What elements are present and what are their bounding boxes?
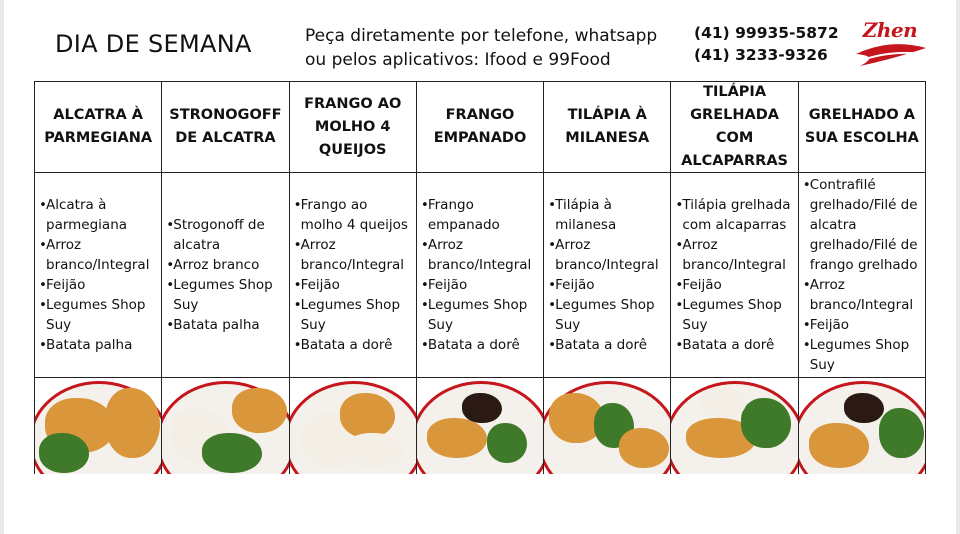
- phone-numbers: [694, 22, 839, 66]
- order-info: [305, 24, 657, 72]
- dish-item-text: Arroz branco/Integral: [809, 277, 914, 313]
- dish-item-text: Feijão: [300, 277, 340, 293]
- bullet-icon: •: [548, 277, 557, 293]
- bullet-icon: •: [675, 197, 684, 213]
- dish-item-text: Batata palha: [173, 317, 260, 333]
- bullet-icon: •: [166, 317, 175, 333]
- bullet-icon: •: [675, 337, 684, 353]
- bullet-icon: •: [293, 237, 302, 253]
- dish-items-3: [290, 173, 417, 378]
- dish-name-7: GRELHADO A SUA ESCOLHA: [799, 82, 926, 173]
- dish-item: [675, 335, 794, 355]
- bullet-icon: •: [802, 337, 811, 353]
- dish-item: [803, 335, 922, 375]
- food-portion: [39, 433, 89, 473]
- dish-item-text: Tilápia à milanesa: [555, 197, 617, 233]
- bullet-icon: •: [802, 277, 811, 293]
- dish-item-text: Frango empanado: [427, 197, 500, 233]
- dish-item-text: Legumes Shop Suy: [300, 297, 401, 333]
- bullet-icon: •: [548, 197, 557, 213]
- dish-item: [421, 275, 540, 295]
- dish-item-text: Feijão: [809, 317, 850, 333]
- bullet-icon: •: [39, 197, 47, 213]
- dish-item: [803, 275, 922, 315]
- food-portion: [202, 433, 262, 473]
- bullet-icon: •: [548, 337, 557, 353]
- dish-item: [39, 275, 158, 295]
- dish-item-text: Legumes Shop Suy: [809, 337, 910, 373]
- dish-item: [294, 235, 413, 275]
- dish-item: [166, 275, 285, 315]
- bullet-icon: •: [293, 197, 302, 213]
- bullet-icon: •: [293, 277, 302, 293]
- dish-item-text: Arroz branco: [173, 257, 260, 273]
- dish-item: [166, 255, 285, 275]
- food-portion: [809, 423, 869, 468]
- dish-photo-7: [799, 378, 926, 474]
- dish-item-text: Batata a dorê: [682, 337, 775, 353]
- bullet-icon: •: [675, 237, 684, 253]
- dish-item: [548, 335, 667, 355]
- dish-item: [166, 215, 285, 255]
- food-portion: [487, 423, 527, 463]
- bullet-icon: •: [293, 297, 302, 313]
- dish-item: [675, 235, 794, 275]
- dish-item-text: Legumes Shop Suy: [173, 277, 273, 313]
- page-title: DIA DE SEMANA: [55, 30, 252, 58]
- dish-item: [548, 275, 667, 295]
- food-portion: [844, 393, 884, 423]
- bullet-icon: •: [420, 277, 429, 293]
- dish-photo-6: [671, 378, 798, 474]
- dish-item-text: Contrafilé grelhado/Filé de alcatra grelhado/Filé de frango grelhado: [809, 177, 918, 273]
- dish-item: [294, 275, 413, 295]
- dish-item: [548, 235, 667, 275]
- bullet-icon: •: [39, 337, 47, 353]
- bullet-icon: •: [39, 277, 47, 293]
- dish-items-6: [671, 173, 798, 378]
- order-info-line-2: ou pelos aplicativos: Ifood e 99Food: [305, 50, 611, 70]
- dish-name-2: STRONOGOFF DE ALCATRA: [162, 82, 289, 173]
- dish-item: [675, 275, 794, 295]
- food-portion: [340, 393, 395, 438]
- dish-item: [39, 235, 158, 275]
- dish-items-7: [799, 173, 926, 378]
- dish-item: [548, 295, 667, 335]
- dish-photo-2: [162, 378, 289, 474]
- bullet-icon: •: [166, 217, 175, 233]
- food-portion: [345, 433, 405, 468]
- dish-item: [421, 195, 540, 235]
- dish-item-text: Frango ao molho 4 queijos: [300, 197, 408, 233]
- bullet-icon: •: [548, 237, 557, 253]
- bullet-icon: •: [166, 257, 175, 273]
- dish-item-text: Feijão: [46, 277, 86, 293]
- food-portion: [105, 388, 160, 458]
- dish-items-1: [35, 173, 162, 378]
- bullet-icon: •: [39, 237, 47, 253]
- bullet-icon: •: [39, 297, 47, 313]
- dish-item: [803, 175, 922, 275]
- bullet-icon: •: [293, 337, 302, 353]
- bullet-icon: •: [420, 297, 429, 313]
- food-portion: [741, 398, 791, 448]
- dish-name-4: FRANGO EMPANADO: [417, 82, 544, 173]
- dish-item: [294, 295, 413, 335]
- dish-item: [39, 335, 158, 355]
- dish-name-3: FRANGO AO MOLHO 4 QUEIJOS: [290, 82, 417, 173]
- bullet-icon: •: [675, 297, 684, 313]
- bullet-icon: •: [802, 177, 811, 193]
- dish-name-5: TILÁPIA À MILANESA: [544, 82, 671, 173]
- logo-text: Zhen: [862, 18, 918, 42]
- dish-item: [675, 195, 794, 235]
- right-edge-shade: [956, 0, 960, 534]
- dish-item-text: Legumes Shop Suy: [427, 297, 528, 333]
- dish-item-text: Alcatra à parmegiana: [46, 197, 128, 233]
- dish-item: [675, 295, 794, 335]
- order-info-line-1: Peça diretamente por telefone, whatsapp: [305, 26, 658, 46]
- food-portion: [462, 393, 502, 423]
- food-portion: [701, 388, 746, 418]
- dish-item-text: Arroz branco/Integral: [682, 237, 786, 273]
- dish-item: [421, 335, 540, 355]
- food-portion: [619, 428, 669, 468]
- bullet-icon: •: [548, 297, 557, 313]
- dish-item-text: Feijão: [555, 277, 595, 293]
- dish-item-text: Legumes Shop Suy: [682, 297, 782, 333]
- dish-item-text: Legumes Shop Suy: [46, 297, 146, 333]
- bullet-icon: •: [802, 317, 811, 333]
- dish-photo-3: [290, 378, 417, 474]
- bullet-icon: •: [420, 197, 429, 213]
- dish-item: [39, 195, 158, 235]
- bullet-icon: •: [675, 277, 684, 293]
- food-portion: [427, 418, 487, 458]
- dish-item: [39, 295, 158, 335]
- dish-items-2: [162, 173, 289, 378]
- dish-item-text: Tilápia grelhada com alcaparras: [682, 197, 791, 233]
- bullet-icon: •: [420, 237, 429, 253]
- phone-1: (41) 99935-5872: [694, 24, 839, 42]
- dish-photo-4: [417, 378, 544, 474]
- dish-item: [166, 315, 285, 335]
- dish-item-text: Arroz branco/Integral: [300, 237, 405, 273]
- dish-photo-5: [544, 378, 671, 474]
- dish-item-text: Legumes Shop Suy: [555, 297, 655, 333]
- dish-item-text: Batata a dorê: [427, 337, 520, 353]
- dish-item-text: Batata a dorê: [555, 337, 648, 353]
- dish-items-5: [544, 173, 671, 378]
- dish-item-text: Batata a dorê: [300, 337, 393, 353]
- dish-photo-1: [35, 378, 162, 474]
- dish-item: [803, 315, 922, 335]
- bullet-icon: •: [420, 337, 429, 353]
- dish-item: [294, 195, 413, 235]
- dish-item-text: Strogonoff de alcatra: [173, 217, 265, 253]
- dish-name-1: ALCATRA À PARMEGIANA: [35, 82, 162, 173]
- zhen-logo: [850, 14, 930, 70]
- dish-item-text: Feijão: [427, 277, 468, 293]
- left-edge-shade: [0, 0, 4, 534]
- dish-item: [421, 295, 540, 335]
- dish-item-text: Arroz branco/Integral: [427, 237, 532, 273]
- food-portion: [879, 408, 924, 458]
- dish-items-4: [417, 173, 544, 378]
- dish-item-text: Arroz branco/Integral: [46, 237, 150, 273]
- dish-item: [548, 195, 667, 235]
- dish-item: [294, 335, 413, 355]
- phone-2: (41) 3233-9326: [694, 46, 828, 64]
- dish-item: [421, 235, 540, 275]
- bullet-icon: •: [166, 277, 175, 293]
- dish-item-text: Arroz branco/Integral: [555, 237, 659, 273]
- food-portion: [232, 388, 287, 433]
- menu-table: [34, 81, 926, 474]
- dish-item-text: Batata palha: [46, 337, 133, 353]
- dish-item-text: Feijão: [682, 277, 722, 293]
- dish-name-6: TILÁPIA GRELHADA COM ALCAPARRAS: [671, 82, 798, 173]
